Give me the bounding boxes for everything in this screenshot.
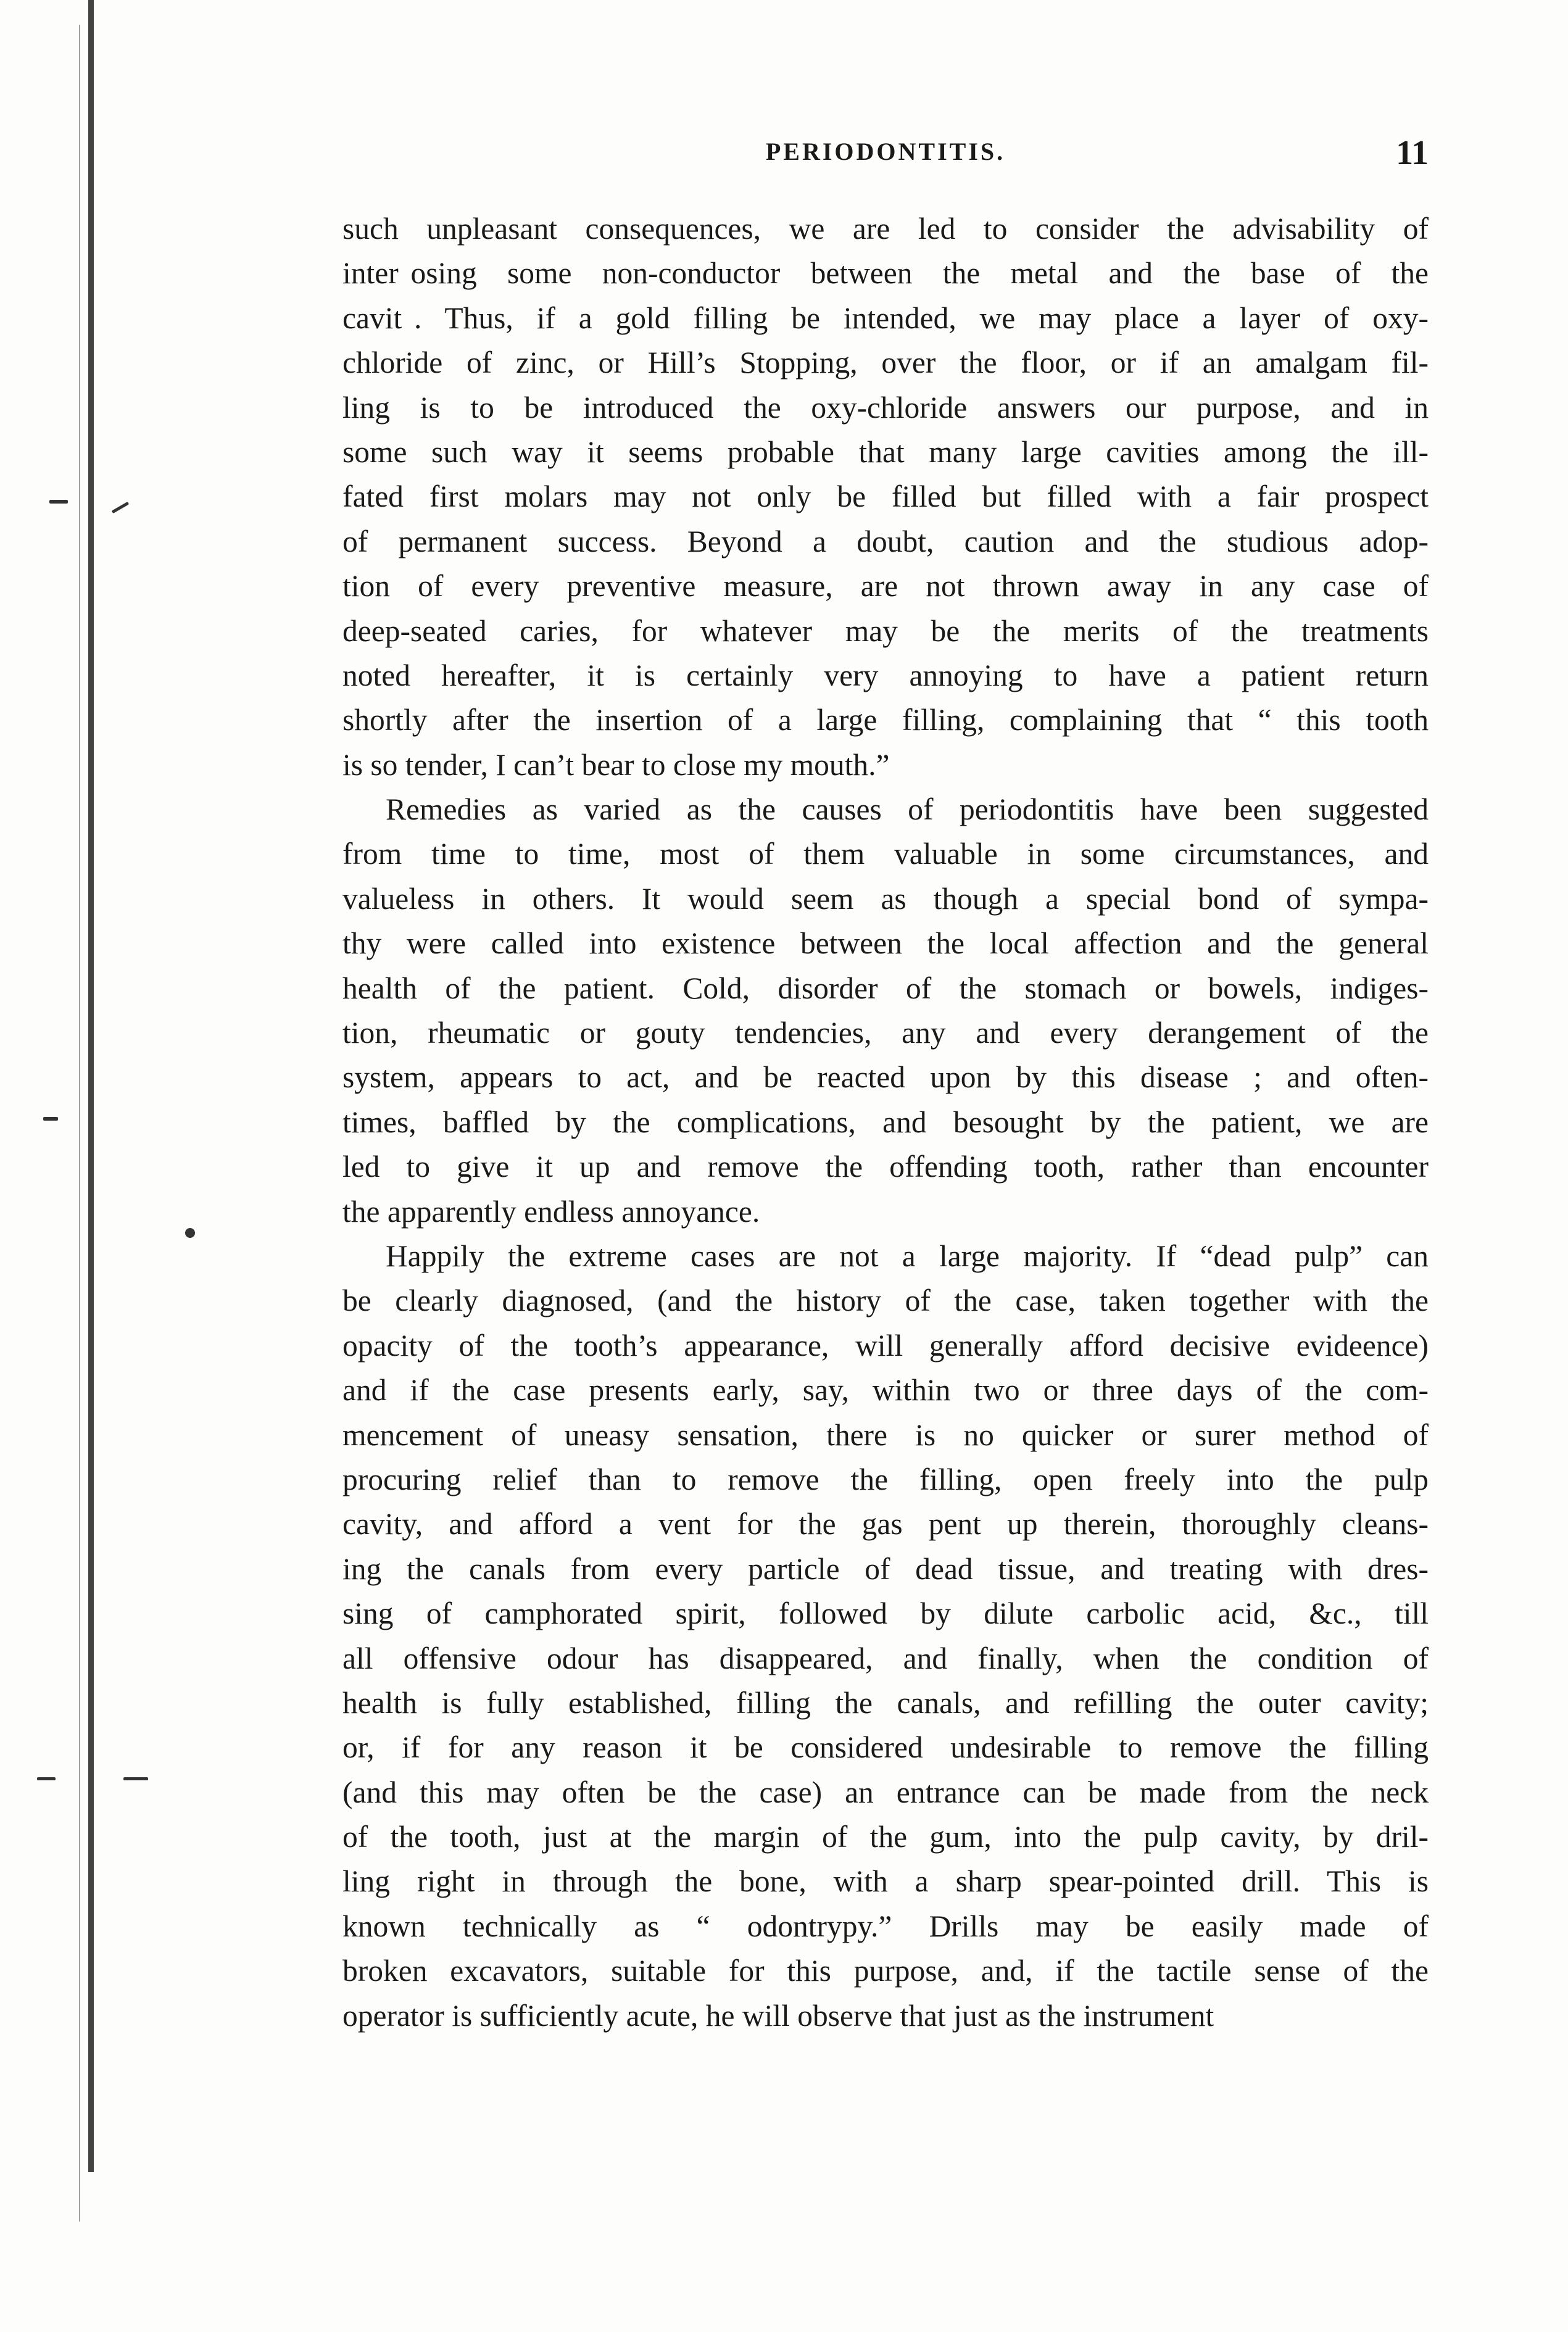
text-line: broken excavators, suitable for this purpose, and, if the tactile sense of the xyxy=(342,1954,1429,1988)
text-line: Happily the extreme cases are not a large majority. If “dead pulp” can xyxy=(386,1239,1429,1273)
page-speck xyxy=(37,1777,56,1780)
text-line: health is fully established, filling the canals, and refilling the outer cavity; xyxy=(342,1685,1429,1720)
running-head: PERIODONTITIS. xyxy=(765,138,1006,165)
text-line: health of the patient. Cold, disorder of the stomach or bowels, indiges- xyxy=(342,971,1429,1005)
page-speck xyxy=(49,500,68,504)
text-line: tion, rheumatic or gouty tendencies, any and every derangement of the xyxy=(342,1016,1429,1050)
paragraph xyxy=(342,207,1429,787)
text-line: such unpleasant consequences, we are led to consider the advisability of xyxy=(342,212,1429,246)
text-line: cavit . Thus, if a gold filling be intended, we may place a layer of oxy- xyxy=(342,301,1429,335)
text-line: of the tooth, just at the margin of the gum, into the pulp cavity, by dril- xyxy=(342,1820,1429,1854)
text-line: of permanent success. Beyond a doubt, caution and the studious adop- xyxy=(342,524,1429,558)
binding-gutter-line xyxy=(88,0,94,2172)
page-speck xyxy=(123,1777,148,1780)
text-line: is so tender, I can’t bear to close my mouth.” xyxy=(342,747,890,782)
page-speck xyxy=(112,502,129,513)
text-line: and if the case presents early, say, within two or three days of the com- xyxy=(342,1373,1429,1408)
text-line: chloride of zinc, or Hill’s Stopping, over the floor, or if an amalgam fil- xyxy=(342,346,1429,380)
text-line: noted hereafter, it is certainly very annoying to have a patient return xyxy=(342,658,1429,692)
page-number: 11 xyxy=(1396,134,1429,172)
text-line: led to give it up and remove the offending tooth, rather than encounter xyxy=(342,1150,1429,1184)
text-line: be clearly diagnosed, (and the history of the case, taken together with the xyxy=(342,1284,1429,1318)
text-line: thy were called into existence between the local affection and the general xyxy=(342,926,1429,961)
text-line: ling is to be introduced the oxy-chloride answers our purpose, and in xyxy=(342,390,1429,425)
text-line: operator is sufficiently acute, he will observe that just as the instrument xyxy=(342,1998,1214,2033)
text-line: sing of camphorated spirit, followed by dilute carbolic acid, &c., till xyxy=(342,1596,1429,1631)
text-line: ling right in through the bone, with a sharp spear-pointed drill. This is xyxy=(342,1864,1429,1899)
text-line: known technically as “ odontrypy.” Drills may be easily made of xyxy=(342,1909,1429,1943)
text-line: opacity of the tooth’s appearance, will generally afford decisive evideence) xyxy=(342,1328,1429,1363)
text-line: all offensive odour has disappeared, and finally, when the condition of xyxy=(342,1641,1429,1675)
paragraph xyxy=(342,1234,1429,2038)
text-line: valueless in others. It would seem as though a special bond of sympa- xyxy=(342,881,1429,916)
page-speck xyxy=(185,1228,195,1238)
page-speck xyxy=(43,1117,58,1121)
text-line: the apparently endless annoyance. xyxy=(342,1194,760,1229)
text-line: some such way it seems probable that many large cavities among the ill- xyxy=(342,434,1429,469)
body-text xyxy=(342,207,1429,2038)
text-line: mencement of uneasy sensation, there is no quicker or surer method of xyxy=(342,1417,1429,1452)
text-line: fated first molars may not only be filled but filled with a fair prospect xyxy=(342,479,1429,514)
text-line: tion of every preventive measure, are not thrown away in any case of xyxy=(342,569,1429,604)
text-line: times, baffled by the complications, and besought by the patient, we are xyxy=(342,1105,1429,1139)
text-line: ing the canals from every particle of dead tissue, and treating with dres- xyxy=(342,1551,1429,1586)
text-line: system, appears to act, and be reacted upon by this disease ; and often- xyxy=(342,1060,1429,1095)
text-line: shortly after the insertion of a large filling, complaining that “ this tooth xyxy=(342,703,1429,737)
text-line: inter osing some non-conductor between the metal and the base of the xyxy=(342,256,1429,291)
binding-gutter-thin-line xyxy=(79,25,80,2222)
page-header xyxy=(342,134,1429,180)
paragraph xyxy=(342,787,1429,1234)
text-line: procuring relief than to remove the filling, open freely into the pulp xyxy=(342,1462,1429,1496)
text-line: deep-seated caries, for whatever may be the merits of the treatments xyxy=(342,613,1429,648)
text-line: Remedies as varied as the causes of periodontitis have been suggested xyxy=(386,792,1429,827)
text-line: (and this may often be the case) an entrance can be made from the neck xyxy=(342,1775,1429,1809)
text-line: cavity, and afford a vent for the gas pent up therein, thoroughly cleans- xyxy=(342,1507,1429,1542)
text-line: from time to time, most of them valuable in some circumstances, and xyxy=(342,837,1429,871)
text-line: or, if for any reason it be considered undesirable to remove the filling xyxy=(342,1730,1429,1765)
